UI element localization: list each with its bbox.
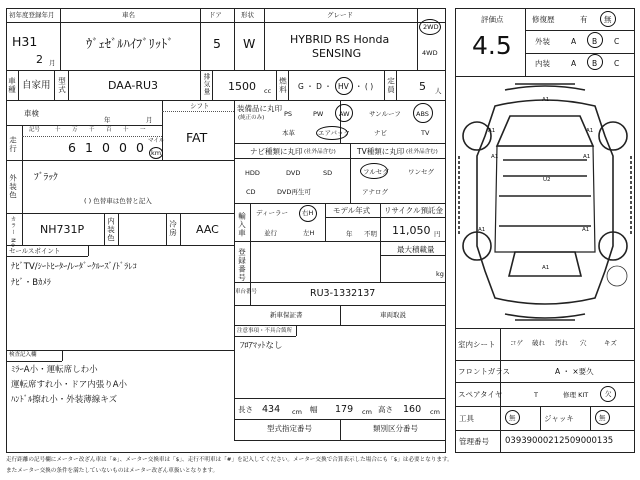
damage-mark: A1 [542, 265, 550, 271]
exterior-color: ﾌﾞﾗｯｸ [34, 172, 58, 183]
tv-oneseg: ワンセグ [408, 168, 434, 176]
ac-value: AAC [196, 223, 219, 236]
fuel-hv: HV [338, 82, 349, 91]
equip-leather: 本革 [282, 129, 295, 137]
capacity-label: 定員 [386, 77, 396, 94]
chassis-value: RU3-1332137 [310, 288, 376, 299]
shape-label: 形状 [241, 11, 254, 19]
inspector-line3: ﾊﾝﾄﾞﾙ擦れ小・外装薄線キズ [11, 395, 118, 405]
model-year-unknown: 不明 [364, 230, 377, 238]
fuel-extra: ・ ( ) [355, 82, 374, 91]
recycle-label: リサイクル預託金 [384, 206, 443, 215]
tool-label: 工具 [459, 414, 474, 423]
spare-kit: 修理 KIT [563, 391, 589, 399]
tool-value: 無 [509, 414, 516, 422]
kg-unit: kg [436, 270, 444, 278]
equipment-subtitle: (純正のみ) [238, 115, 265, 121]
color-code: NH731P [40, 223, 85, 236]
length-unit: cm [292, 408, 302, 416]
length-label: 長さ [238, 405, 253, 414]
width-label: 幅 [310, 405, 318, 414]
car-name-label: 車名 [122, 11, 135, 19]
glass-label: フロントガラス [458, 367, 511, 376]
navi-title: ナビ種類に丸印 [250, 147, 303, 156]
seat-item: コゲ [510, 339, 523, 347]
notes-line1: ﾌﾛｱﾏｯﾄなし [240, 341, 283, 351]
cc-unit: cc [264, 87, 272, 95]
model-year-label: モデル年式 [333, 206, 371, 215]
damage-mark: A1 [478, 227, 486, 233]
recycle-amount: 11,050 [392, 224, 431, 237]
grade-line2: SENSING [312, 47, 362, 60]
spare-none: 欠 [605, 390, 612, 398]
spare-t: T [534, 391, 538, 399]
color-change-note: ( ) 色替車は色替と記入 [84, 197, 152, 205]
navi-hdd: HDD [245, 169, 260, 177]
jack-label: ジャッキ [544, 414, 574, 423]
digit-header-2: 万 [72, 127, 78, 133]
mgmt-number: 039390002125090001​35 [505, 436, 614, 446]
model-designation-label: 型式指定番号 [267, 424, 312, 433]
model-value: DAA-RU3 [108, 79, 159, 92]
month-unit: 月 [49, 59, 56, 67]
max-load-label: 最大積載量 [397, 245, 435, 254]
digit-header-4: 百 [106, 127, 112, 133]
score-label: 評価点 [481, 15, 504, 24]
interior-color-label: 内装色 [106, 217, 116, 243]
repair-yes: 有 [580, 15, 588, 24]
sales-point-line2: ﾅﾋﾞ・Bｶﾒﾗ [11, 278, 51, 288]
doors-label: ドア [209, 11, 222, 19]
seat-item: 汚れ [555, 339, 568, 347]
ac-label: 冷房 [168, 220, 178, 237]
equip-sunroof: サンルーフ [369, 110, 401, 118]
footer-line1: 走行距離の記号欄にメーター改ざん車は「※」、メーター交換車は「$」、走行不明車は「#」を記入してください。メーター交換で合算表示した場合にも「$」は必要となります。 [6, 457, 453, 463]
equip-navi: ナビ [374, 129, 387, 137]
digit-header-6: 一 [140, 127, 146, 133]
odo-digit: 6 [68, 140, 76, 155]
tv-fullseg: フルセグ [363, 168, 389, 176]
width-unit: cm [362, 408, 372, 416]
tv-sub: (社外品含む) [406, 149, 438, 155]
damage-mark: U2 [543, 177, 551, 183]
km-label: km [151, 149, 162, 157]
equip-tv: TV [421, 129, 430, 137]
inspector-line1: ﾐﾗｰA小・運転席しわ小 [11, 365, 98, 375]
seat-item: 穴 [580, 339, 587, 347]
navi-cd: CD [246, 188, 256, 196]
insp-year-unit: 年 [104, 116, 111, 124]
color-code-label: カラー No. [9, 216, 16, 251]
navi-sd: SD [323, 169, 333, 177]
model-year-unit: 年 [346, 230, 353, 238]
exterior-label: 外装色 [8, 174, 18, 200]
digit-header-0: 記号 [29, 127, 41, 133]
equip-pw: PW [313, 110, 324, 118]
fuel-label: 燃料 [278, 77, 288, 94]
height-label: 高さ [378, 405, 393, 414]
tv-title: TV種類に丸印 [357, 147, 405, 156]
import-right-handle: 右H [302, 209, 314, 217]
damage-mark: A1 [491, 154, 499, 160]
inspector-line2: 運転席すれ小・ドア内張りA小 [11, 380, 128, 390]
drive-4wd: 4WD [422, 49, 438, 57]
equip-airbag: エアバック [318, 129, 350, 137]
footer-line2: またメーター交換の条件を満たしていないものはメーター改ざん車扱いとなります。 [6, 468, 219, 474]
exterior-grade-label: 外装 [535, 37, 550, 46]
damage-mark: A1 [586, 128, 594, 134]
repair-none: 無 [604, 15, 612, 24]
odometer-label: 走行 [8, 136, 18, 153]
new-car-warranty: 新車保証書 [270, 311, 303, 319]
odo-digit: 0 [119, 140, 127, 155]
mgmt-label: 管理番号 [459, 437, 489, 446]
vehicle-manual: 車両取説 [380, 311, 406, 319]
odo-digit: 1 [85, 140, 93, 155]
equipment-title: 装備品に丸印 [237, 104, 282, 113]
seat-item: キズ [604, 339, 617, 347]
class-label: 車種 [7, 77, 17, 94]
equip-ps: PS [284, 110, 293, 118]
inspection-label: 車検 [24, 109, 39, 118]
damage-mark: A1 [488, 128, 496, 134]
grade-label: グレード [327, 11, 353, 19]
mile-label: マイル [148, 138, 165, 144]
fuel-options: G ・ D ・ [298, 82, 332, 91]
divider [6, 22, 446, 23]
equip-aw: AW [339, 110, 350, 118]
capacity-value: 5 [419, 80, 426, 93]
import-parallel: 並行 [264, 229, 277, 237]
score-value: 4.5 [472, 31, 512, 60]
navi-sub: (社外品含む) [304, 149, 336, 155]
odo-digit: 0 [136, 140, 144, 155]
reg-number-label: 登録番号 [237, 248, 247, 282]
damage-mark: A1 [582, 227, 590, 233]
jack-value: 無 [599, 414, 606, 422]
odo-digit: 0 [102, 140, 110, 155]
ext-grade-c: C [614, 37, 620, 46]
doors-value: 5 [213, 36, 221, 51]
import-label: 輸入車 [237, 212, 247, 238]
first-reg-month: 2 [36, 53, 43, 66]
inspector-label: 検査記入欄 [9, 352, 37, 358]
shift-value: FAT [186, 130, 208, 145]
category-label: 類別区分番号 [373, 424, 418, 433]
damage-mark: A1 [542, 97, 550, 103]
shift-label: シフト [190, 102, 210, 110]
height-value: 160 [403, 404, 422, 415]
sales-point-line1: ﾅﾋﾞTV/ｼｰﾄﾋｰﾀｰ/ﾚｰﾀﾞｰｸﾙｰｽﾞ/ﾄﾞﾗﾚｺ [11, 262, 137, 272]
digit-header-3: 千 [89, 127, 95, 133]
int-grade-a: A [571, 59, 577, 68]
drive-2wd: 2WD [423, 23, 439, 31]
insp-month-unit: 月 [146, 116, 153, 124]
digit-header-1: 十 [55, 127, 61, 133]
ext-grade-a: A [571, 37, 577, 46]
interior-grade-label: 内装 [535, 59, 550, 68]
tv-analog: アナログ [362, 188, 388, 196]
repair-label: 修復歴 [532, 15, 555, 24]
glass-value: A ・ ×要久 [555, 367, 594, 376]
int-grade-c: C [614, 59, 620, 68]
yen-unit: 円 [434, 230, 441, 238]
grade-line1: HYBRID RS Honda [290, 33, 390, 46]
seat-item: 破れ [532, 339, 545, 347]
chassis-label: 車台番号 [235, 289, 258, 295]
damage-mark: A1 [583, 154, 591, 160]
shape-value: W [243, 36, 256, 51]
ext-grade-b: B [592, 37, 598, 46]
first-reg-label: 初年度登録年月 [9, 11, 55, 19]
import-left-handle: 左H [303, 229, 315, 237]
car-name: ｳﾞｪｾﾞﾙﾊｲﾌﾞﾘｯﾄﾞ [86, 36, 174, 51]
model-label: 型式 [57, 77, 67, 94]
navi-dvd-play: DVD再生可 [277, 188, 311, 196]
seat-label: 室内シート [458, 340, 496, 349]
equip-abs: ABS [416, 110, 429, 118]
spare-label: スペアタイヤ [458, 390, 503, 399]
person-unit: 人 [435, 87, 442, 95]
car-damage-diagram [455, 76, 635, 328]
first-reg-year: H31 [12, 34, 38, 49]
digit-header-5: 十 [123, 127, 129, 133]
displacement-label: 排気量 [202, 73, 211, 96]
length-value: 434 [262, 404, 281, 415]
import-dealer: ディーラー [256, 209, 288, 217]
sales-points-label: セールスポイント [9, 247, 61, 255]
navi-dvd: DVD [286, 169, 301, 177]
int-grade-b: B [592, 59, 598, 68]
displacement-value: 1500 [228, 80, 256, 93]
notes-label: 注意事項・不具合箇所 [237, 328, 293, 334]
width-value: 179 [335, 404, 354, 415]
height-unit: cm [430, 408, 440, 416]
use-type: 自家用 [22, 80, 51, 91]
